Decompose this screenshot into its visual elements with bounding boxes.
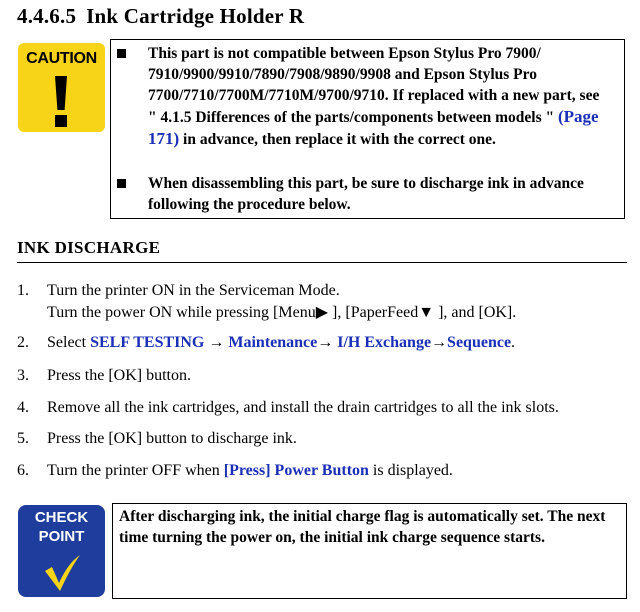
caution-label: CAUTION — [26, 50, 97, 67]
heading-divider — [17, 262, 627, 263]
step-1-text-c: ], and [OK]. — [434, 304, 517, 321]
ih-exchange-link[interactable]: I/H Exchange — [337, 334, 432, 351]
step-6-text — [47, 460, 637, 482]
caution-bullet-2-text: When disassembling this part, be sure to discharge ink in advance following the procedure below. — [148, 175, 584, 213]
step-6-post: is displayed. — [368, 462, 453, 479]
arrow-icon: → — [204, 334, 229, 351]
step-4-text: Remove all the ink cartridges, and install the drain cartridges to all the ink slots. — [47, 399, 559, 416]
step-1-line-1: Turn the printer ON in the Serviceman Mode. — [47, 282, 340, 299]
step-5-text: Press the [OK] button to discharge ink. — [47, 430, 297, 447]
checkpoint-box — [112, 503, 627, 599]
bullet-square-icon — [117, 179, 126, 188]
exclamation-icon — [55, 76, 67, 110]
self-testing-link[interactable]: SELF TESTING — [90, 334, 205, 351]
section-title-text: Ink Cartridge Holder R — [86, 4, 305, 28]
checkpoint-icon — [18, 505, 105, 597]
exclamation-dot — [55, 115, 67, 127]
step-number: 2. — [17, 334, 29, 351]
arrow-right-icon: ▶ — [315, 304, 329, 321]
checkmark-icon — [42, 553, 82, 593]
step-2-pre: Select — [47, 334, 91, 351]
step-2-text — [47, 332, 637, 354]
caution-box — [110, 39, 625, 219]
step-6-pre: Turn the printer OFF when — [47, 462, 224, 479]
step-number: 4. — [17, 399, 29, 416]
checkpoint-label-line-2: POINT — [38, 528, 85, 545]
page-171-link[interactable]: (Page 171) — [148, 107, 599, 148]
checkpoint-text: After discharging ink, the initial charge flag is automatically set. The next time turning the power on, the initial ink charge sequence starts. — [119, 508, 606, 546]
step-3-text: Press the [OK] button. — [47, 367, 191, 384]
caution-bullet-1 — [117, 43, 608, 150]
caution-bullet-2 — [117, 173, 608, 215]
step-number: 1. — [17, 282, 29, 299]
step-2-post: . — [511, 334, 516, 351]
step-number: 5. — [17, 430, 29, 447]
power-button-link[interactable]: [Press] Power Button — [223, 462, 369, 479]
maintenance-link[interactable]: Maintenance — [228, 334, 318, 351]
caution-icon — [18, 43, 105, 132]
section-number: 4.4.6.5 — [17, 4, 77, 28]
section-title — [17, 4, 304, 29]
step-1-text-a: Turn the power ON while pressing [Menu — [47, 304, 316, 321]
bullet-square-icon — [117, 49, 126, 58]
step-number: 6. — [17, 462, 29, 479]
arrow-icon: → — [317, 334, 338, 351]
caution-text-part-a: This part is not compatible between Epson Stylus Pro 7900/ 7910/9900/9910/7890/7908/9890/9908 and Epson Stylus Pro 7700/7710/7700M/7710M/9700/9710. If replaced with a new part, see " 4.1.5 Differences of the parts/components between models " — [148, 45, 600, 126]
arrow-icon: → — [431, 334, 448, 351]
ink-discharge-heading: INK DISCHARGE — [17, 238, 161, 257]
sequence-link[interactable]: Sequence — [447, 334, 512, 351]
caution-bullet-1-text — [148, 43, 608, 150]
step-number: 3. — [17, 367, 29, 384]
step-1-text-b: ], [PaperFeed — [328, 304, 419, 321]
arrow-down-icon: ▼ — [418, 304, 435, 321]
step-1-line-2 — [47, 302, 637, 324]
caution-text-part-b: in advance, then replace it with the correct one. — [179, 131, 496, 148]
checkpoint-label-line-1: CHECK — [34, 509, 89, 526]
